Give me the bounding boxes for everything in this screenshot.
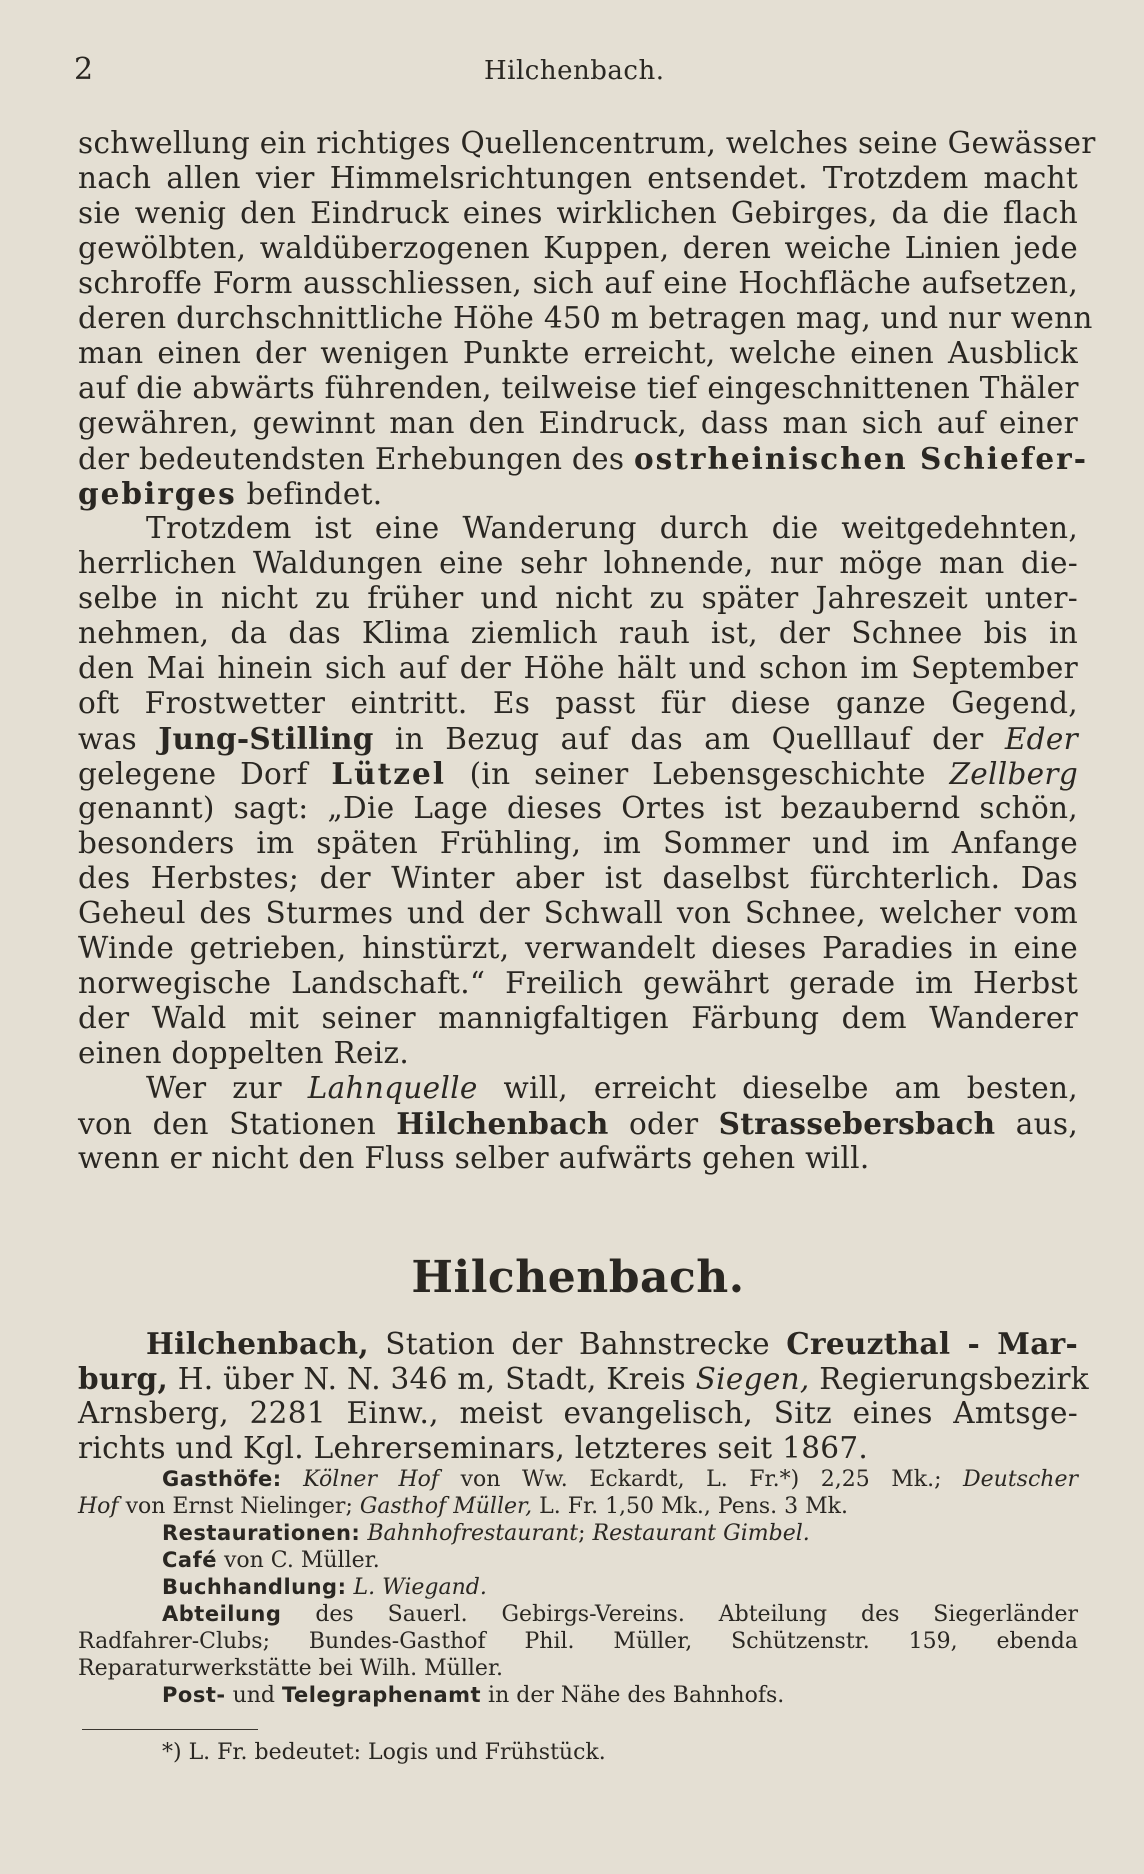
- running-title: Hilchenbach.: [484, 56, 665, 86]
- text-line: [78, 721, 1078, 756]
- emphasis-jung-stilling: Jung-Stilling: [158, 721, 374, 756]
- text-line: den Mai hinein sich auf der Höhe hält und schon im September: [78, 651, 1078, 685]
- text-run: aus,: [995, 1107, 1078, 1141]
- running-head: [74, 52, 1074, 92]
- text-run: Restaurant Gimbel.: [592, 1521, 810, 1546]
- emphasis-eder: Eder: [1004, 722, 1078, 756]
- info-buchhandlung: [78, 1574, 1078, 1601]
- text-run: oder: [608, 1107, 719, 1141]
- text-run: gelegene Dorf: [78, 757, 332, 791]
- text-line: richts und Kgl. Lehrerseminars, letzteres seit 1867.: [78, 1431, 869, 1465]
- text-line: Trotzdem ist eine Wanderung durch die weitgedehnten,: [146, 511, 1078, 545]
- footnote-rule: [82, 1729, 258, 1730]
- emphasis-siegen: Siegen,: [695, 1362, 810, 1396]
- info-block: [78, 1466, 1078, 1709]
- info-abteilung: [78, 1601, 1078, 1628]
- info-label: Restaurationen:: [162, 1521, 361, 1545]
- text-run: und: [225, 1683, 282, 1708]
- text-run: Regierungsbezirk: [809, 1362, 1089, 1396]
- emphasis-zellberg: Zellberg: [949, 757, 1079, 791]
- text-line: Arnsberg, 2281 Einw., meist evangelisch, Sitz eines Amtsge-: [78, 1396, 1078, 1430]
- text-run: Deutscher: [963, 1467, 1078, 1492]
- text-run: was: [78, 722, 159, 756]
- text-line: [78, 441, 1088, 476]
- text-run: L. Wiegand.: [353, 1575, 487, 1600]
- text-line: [78, 1071, 1078, 1106]
- text-line: schroffe Form ausschliessen, sich auf eine Hochfläche aufsetzen,: [78, 266, 1078, 300]
- text-line: schwellung ein richtiges Quellencentrum, welches seine Gewässer: [78, 126, 1096, 160]
- text-run: Station der Bahnstrecke: [368, 1327, 787, 1361]
- text-run: befindet.: [236, 477, 383, 511]
- text-line: wenn er nicht den Fluss selber aufwärts gehen will.: [78, 1141, 870, 1175]
- text-run: Wer zur: [146, 1071, 308, 1105]
- text-run: von Ernst Nielinger;: [118, 1494, 360, 1519]
- text-run: ;: [578, 1521, 593, 1546]
- text-line: gewähren, gewinnt man den Eindruck, dass man sich auf einer: [78, 406, 1078, 440]
- info-label: Café: [162, 1548, 217, 1572]
- page-number: 2: [74, 52, 94, 87]
- text-line: herrlichen Waldungen eine sehr lohnende, nur möge man die-: [78, 546, 1078, 580]
- text-run: Gasthof Müller,: [359, 1494, 533, 1519]
- text-line: der Wald mit seiner mannigfaltigen Färbung dem Wanderer: [78, 1001, 1078, 1035]
- text-line: deren durchschnittliche Höhe 450 m betragen mag, und nur wenn: [78, 301, 1093, 335]
- emphasis-hilchenbach: Hilchenbach: [396, 1106, 609, 1141]
- text-run: von den Stationen: [78, 1107, 397, 1141]
- text-line: besonders im späten Frühling, im Sommer und im Anfange: [78, 826, 1078, 860]
- text-run: des Sauerl. Gebirgs-Vereins. Abteilung des Siegerländer: [281, 1602, 1078, 1627]
- paragraph-2: [78, 511, 1078, 1071]
- text-line: einen doppelten Reiz.: [78, 1036, 410, 1070]
- info-label: Buchhandlung:: [162, 1575, 347, 1599]
- text-run: in der Nähe des Bahnhofs.: [481, 1683, 785, 1708]
- text-line: [78, 1106, 1078, 1141]
- text-line: genannt) sagt: „Die Lage dieses Ortes ist bezaubernd schön,: [78, 791, 1078, 825]
- text-line: [78, 1326, 1078, 1361]
- text-run: will, erreicht dieselbe am besten,: [477, 1071, 1078, 1105]
- spacer: [78, 1176, 1078, 1250]
- section-intro: [78, 1326, 1089, 1466]
- text-line: nehmen, da das Klima ziemlich rauh ist, der Schnee bis in: [78, 616, 1078, 650]
- text-line: nach allen vier Himmelsrichtungen entsendet. Trotzdem macht: [78, 161, 1078, 195]
- text-line: oft Frostwetter eintritt. Es passt für diese ganze Gegend,: [78, 686, 1078, 720]
- text-run: H. über N. N. 346 m, Stadt, Kreis: [168, 1362, 696, 1396]
- body-text: [78, 126, 1096, 1765]
- text-line: norwegische Landschaft.“ Freilich gewährt gerade im Herbst: [78, 966, 1078, 1000]
- section-title: Hilchenbach.: [411, 1252, 745, 1303]
- text-run: in Bezug auf das am Quelllauf der: [373, 722, 1005, 756]
- text-line: Geheul des Sturmes und der Schwall von Schnee, welcher vom: [78, 896, 1078, 930]
- text-line: Winde getrieben, hinstürzt, verwandelt dieses Paradies in eine: [78, 931, 1078, 965]
- footnote: *) L. Fr. bedeutet: Logis und Frühstück.: [162, 1740, 606, 1765]
- text-run: von C. Müller.: [216, 1548, 380, 1573]
- info-label: Post-: [162, 1683, 226, 1707]
- info-abteilung-cont: Radfahrer-Clubs; Bundes-Gasthof Phil. Müller, Schützenstr. 159, ebenda: [78, 1629, 1078, 1654]
- emphasis-burg: burg,: [78, 1361, 169, 1396]
- text-run: L. Fr. 1,50 Mk., Pens. 3 Mk.: [532, 1494, 848, 1519]
- text-line: sie wenig den Eindruck eines wirklichen Gebirges, da die flach: [78, 196, 1078, 230]
- emphasis-lahnquelle: Lahnquelle: [307, 1071, 478, 1105]
- info-label: Abteilung: [162, 1602, 282, 1626]
- info-gasthoefe-cont: [78, 1493, 1078, 1520]
- info-gasthoefe: [78, 1466, 1078, 1493]
- text-line: auf die abwärts führenden, teilweise tief eingeschnittenen Thäler: [78, 371, 1079, 405]
- emphasis-creuzthal-marburg: Creuzthal - Mar-: [786, 1326, 1078, 1361]
- emphasis-gebirges: gebirges: [78, 476, 237, 511]
- paragraph-1: [78, 126, 1096, 511]
- text-line: man einen der wenigen Punkte erreicht, welche einen Ausblick: [78, 336, 1078, 370]
- info-cafe: [78, 1547, 1078, 1574]
- text-line: gewölbten, waldüberzogenen Kuppen, deren weiche Linien jede: [78, 231, 1078, 265]
- text-run: (in seiner Lebensgeschichte: [445, 757, 950, 791]
- text-run: Bahnhofrestaurant: [367, 1521, 579, 1546]
- text-run: von Ww. Eckardt, L. Fr.*) 2,25 Mk.;: [439, 1467, 964, 1492]
- text-line: [78, 476, 1078, 511]
- emphasis-hilchenbach: Hilchenbach,: [146, 1326, 369, 1361]
- info-label: Telegraphenamt: [282, 1683, 482, 1707]
- text-line: [78, 756, 1078, 791]
- text-line: [78, 1361, 1089, 1396]
- text-line: selbe in nicht zu früher und nicht zu später Jahreszeit unter-: [78, 581, 1078, 615]
- info-restaurationen: [78, 1520, 1078, 1547]
- info-post: [78, 1682, 1078, 1709]
- paragraph-3: [78, 1071, 1078, 1176]
- text-line: des Herbstes; der Winter aber ist daselbst fürchterlich. Das: [78, 861, 1078, 895]
- emphasis-strassebersbach: Strassebersbach: [718, 1106, 996, 1141]
- text-run: der bedeutendsten Erhebungen des: [78, 442, 634, 476]
- info-label: Gasthöfe:: [162, 1467, 282, 1491]
- emphasis-luetzel: Lützel: [331, 756, 446, 791]
- text-run: Kölner Hof: [303, 1467, 440, 1492]
- spacer: [78, 1306, 1078, 1326]
- text-run: Hof: [78, 1494, 119, 1519]
- emphasis-ostrheinischen: ostrheinischen Schiefer-: [633, 441, 1088, 476]
- info-abteilung-cont: Reparaturwerkstätte bei Wilh. Müller.: [78, 1656, 504, 1681]
